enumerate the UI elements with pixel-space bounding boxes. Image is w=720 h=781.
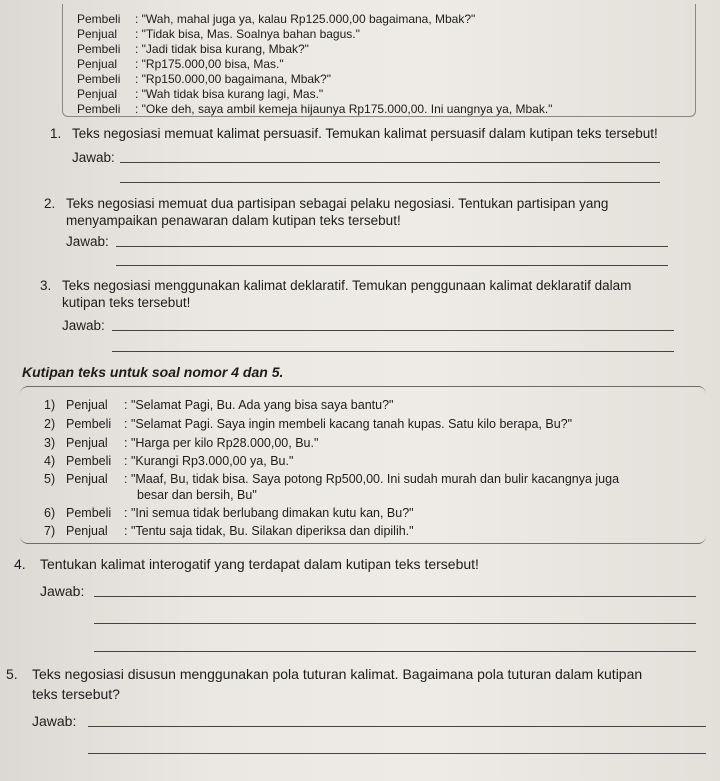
question-3: 3. Teks negosiasi menggunakan kalimat deklaratif. Temukan penggunaan kalimat deklaratif dalam (40, 278, 632, 293)
dialog-line: 1) Penjual : "Selamat Pagi, Bu. Ada yang bisa saya bantu?" (44, 398, 394, 412)
question-3-cont: kutipan teks tersebut! (62, 295, 191, 310)
answer-line[interactable] (112, 330, 674, 331)
answer-label: Jawab: (66, 234, 109, 249)
answer-label: Jawab: (40, 583, 85, 599)
answer-line[interactable] (116, 246, 668, 247)
answer-line[interactable] (120, 162, 660, 163)
dialog-line: 3) Penjual : "Harga per kilo Rp28.000,00, Bu." (44, 436, 319, 450)
dialog-line: Pembeli : "Oke deh, saya ambil kemeja hijaunya Rp175.000,00. Ini uangnya ya, Mbak." (77, 102, 553, 116)
answer-line[interactable] (120, 182, 660, 183)
dialog-line: Penjual : "Tidak bisa, Mas. Soalnya bahan bagus." (77, 27, 360, 41)
answer-line[interactable] (88, 753, 706, 754)
dialog-box-2 (20, 386, 706, 544)
dialog-line: Penjual : "Wah tidak bisa kurang lagi, Mas." (77, 87, 324, 101)
question-1: 1. Teks negosiasi memuat kalimat persuasif. Temukan kalimat persuasif dalam kutipan teks tersebut! (50, 126, 658, 141)
dialog-box-1 (62, 4, 696, 117)
answer-line[interactable] (116, 265, 668, 266)
answer-label: Jawab: (62, 318, 105, 333)
dialog-line: Pembeli : "Rp150.000,00 bagaimana, Mbak?" (77, 72, 331, 86)
question-5-cont: teks tersebut? (32, 686, 120, 702)
answer-line[interactable] (94, 596, 696, 597)
section-heading: Kutipan teks untuk soal nomor 4 dan 5. (22, 364, 284, 380)
question-5: 5. Teks negosiasi disusun menggunakan pola tuturan kalimat. Bagaimana pola tuturan dalam kutipan (6, 666, 643, 682)
answer-label: Jawab: (32, 713, 77, 729)
dialog-line: Penjual : "Rp175.000,00 bisa, Mas." (77, 57, 284, 71)
question-2-cont: menyampaikan penawaran dalam kutipan teks tersebut! (66, 213, 401, 228)
dialog-line: Pembeli : "Wah, mahal juga ya, kalau Rp125.000,00 bagaimana, Mbak?" (77, 12, 476, 26)
dialog-line: 5) Penjual : "Maaf, Bu, tidak bisa. Saya potong Rp500,00. Ini sudah murah dan bulir kacangnya juga (44, 472, 620, 486)
dialog-line: 7) Penjual : "Tentu saja tidak, Bu. Silakan diperiksa dan dipilih." (44, 524, 414, 538)
answer-line[interactable] (94, 623, 696, 624)
dialog-line: Pembeli : "Jadi tidak bisa kurang, Mbak?" (77, 42, 309, 56)
dialog-line: 4) Pembeli : "Kurangi Rp3.000,00 ya, Bu." (44, 454, 294, 468)
dialog-line: 6) Pembeli : "Ini semua tidak berlubang dimakan kutu kan, Bu?" (44, 506, 414, 520)
answer-line[interactable] (88, 726, 706, 727)
question-4: 4. Tentukan kalimat interogatif yang terdapat dalam kutipan teks tersebut! (14, 556, 479, 572)
dialog-line-cont: besar dan bersih, Bu" (137, 488, 257, 502)
question-2: 2. Teks negosiasi memuat dua partisipan sebagai pelaku negosiasi. Tentukan partisipan yang (44, 196, 609, 211)
answer-line[interactable] (112, 351, 674, 352)
dialog-line: 2) Pembeli : "Selamat Pagi. Saya ingin membeli kacang tanah kupas. Satu kilo berapa, Bu?" (44, 417, 573, 431)
answer-label: Jawab: (72, 150, 115, 165)
answer-line[interactable] (94, 651, 696, 652)
